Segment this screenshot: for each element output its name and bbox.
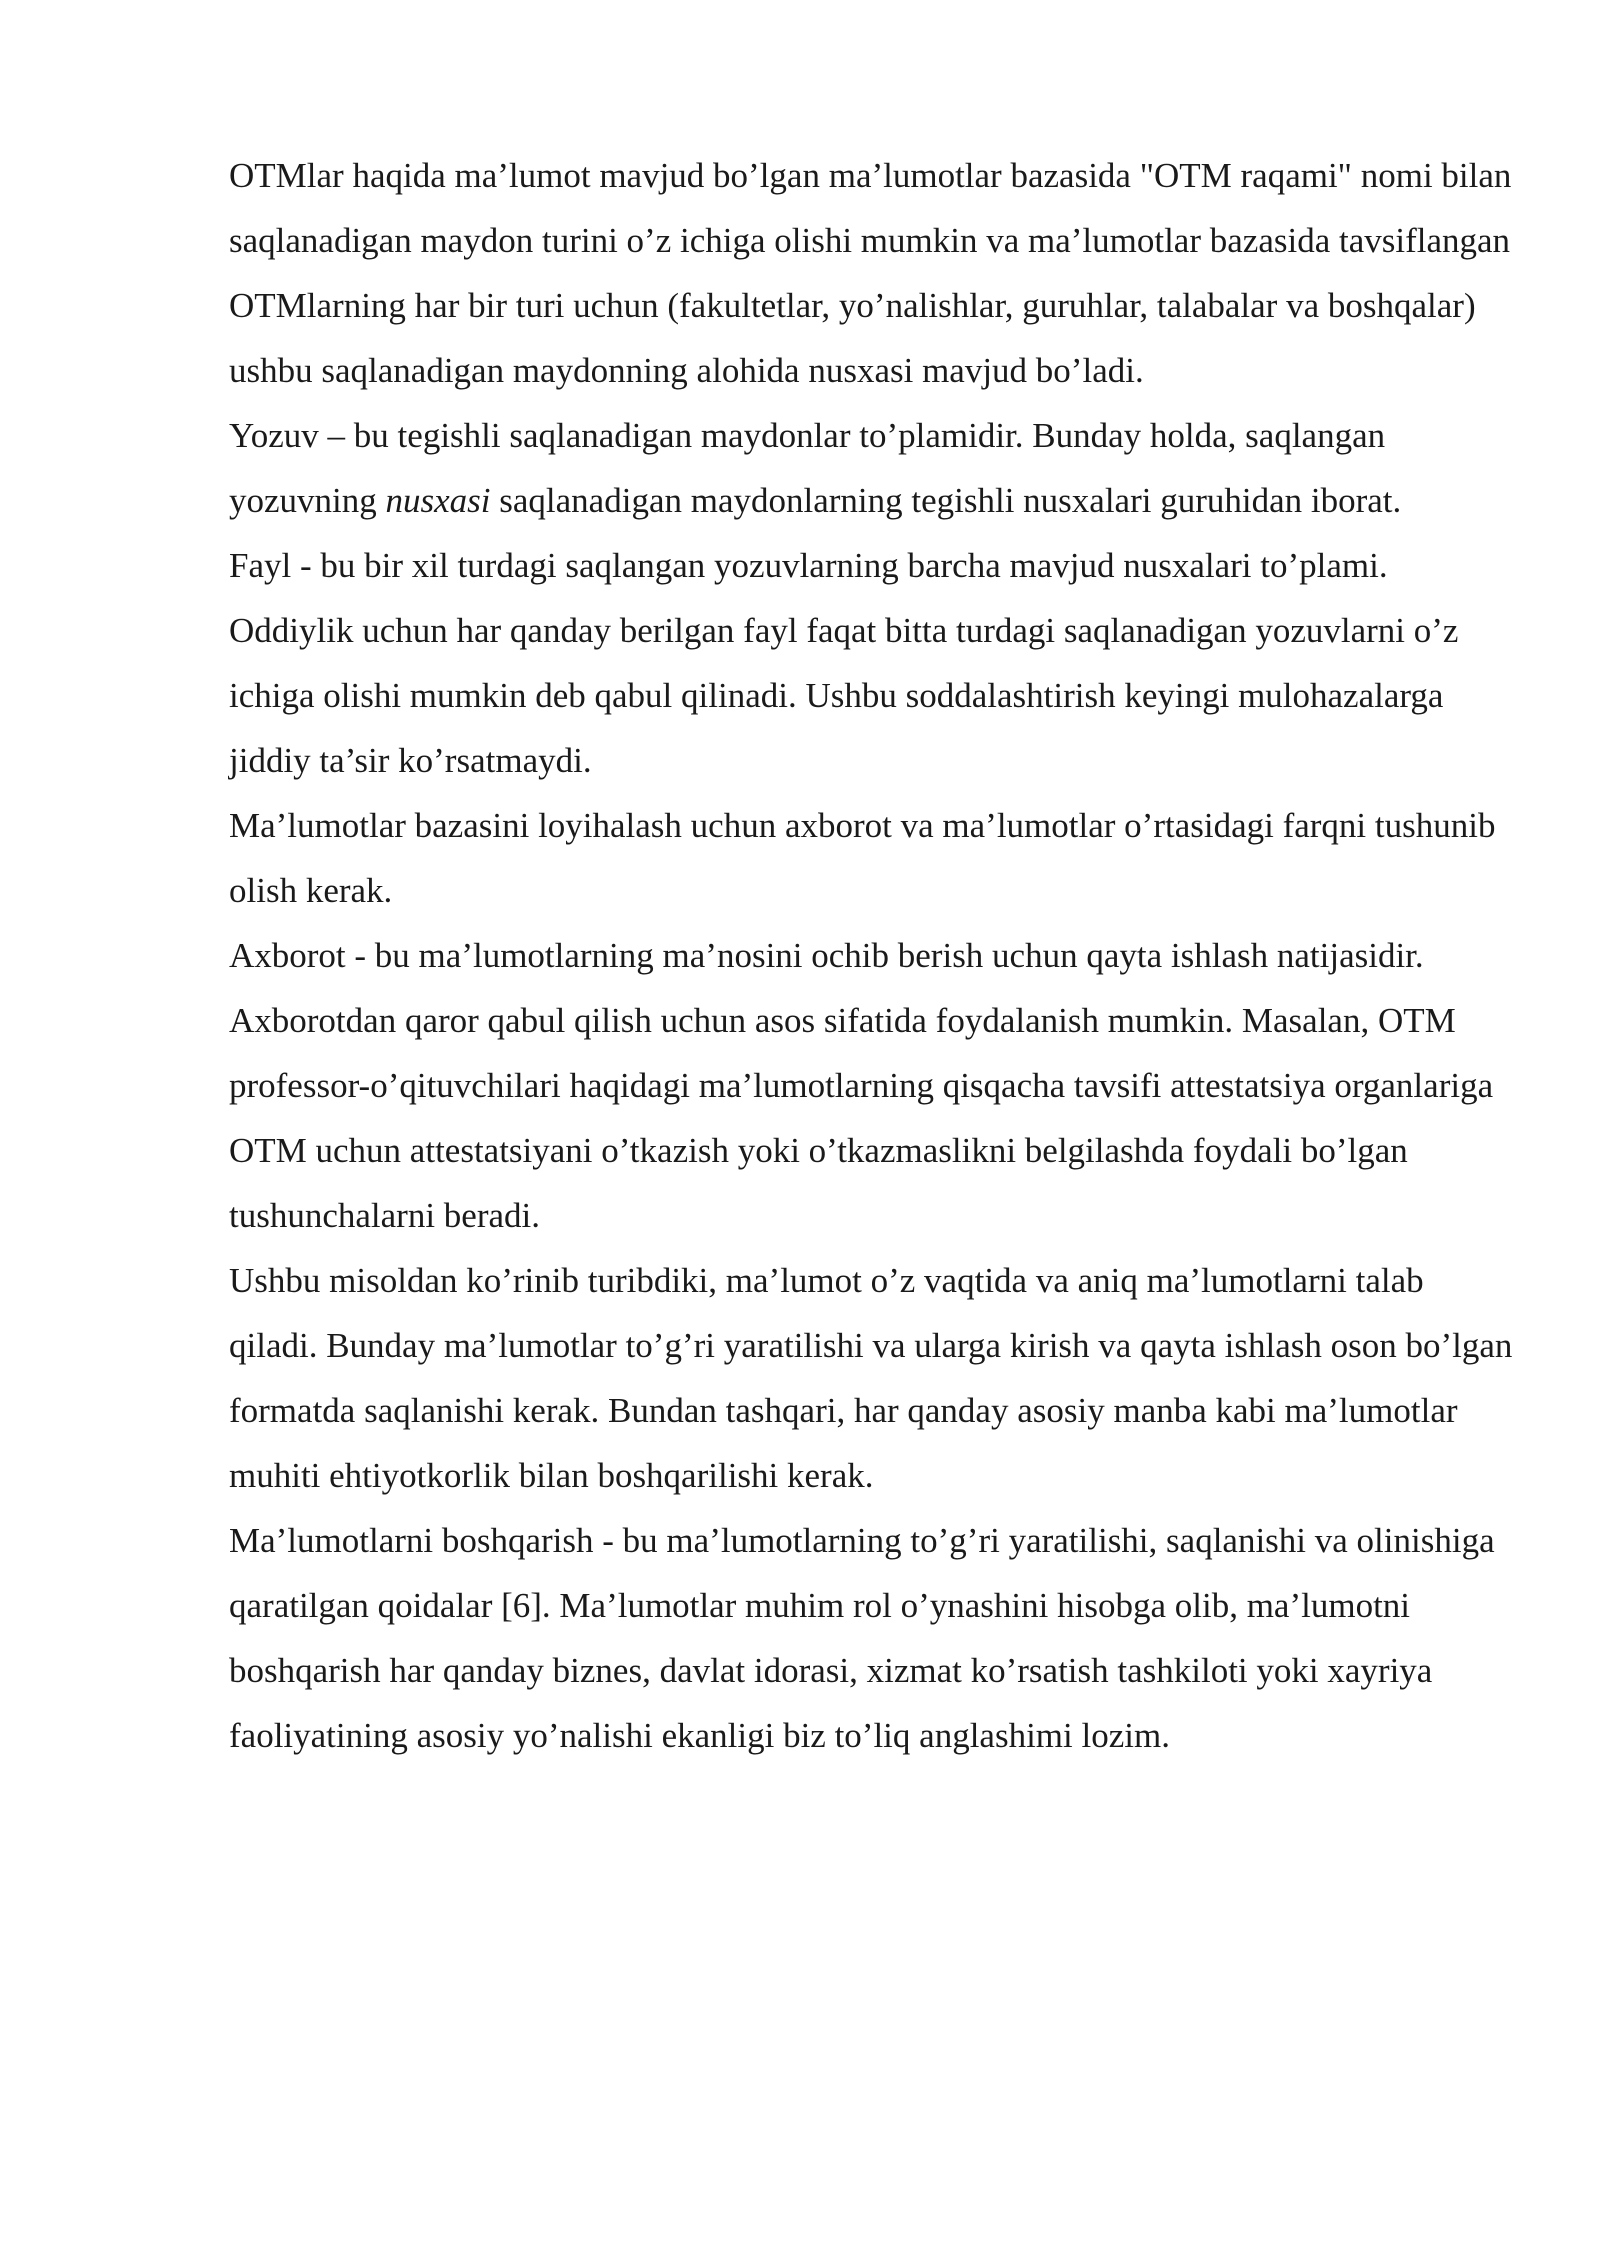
paragraph-otm-raqami: OTMlar haqida ma’lumot mavjud bo’lgan ma’lumotlar bazasida "OTM raqami" nomi bilan saqlanadigan maydon turini o’z ichiga olishi mumkin va ma’lumotlar bazasida tavsiflangan OTMlarning har bir turi uchun (fakultetlar, yo’nalishlar, guruhlar, talabalar va boshqalar) ushbu saqlanadigan maydonning alohida nusxasi mavjud bo’ladi. (229, 156, 1512, 390)
paragraph-misol: Ushbu misoldan ko’rinib turibdiki, ma’lumot o’z vaqtida va aniq ma’lumotlarni talab qiladi. Bunday ma’lumotlar to’g’ri yaratilishi va ularga kirish va qayta ishlash oson bo’lgan formatda saqlanishi kerak. Bundan tashqari, har qanday asosiy manba kabi ma’lumotlar muhiti ehtiyotkorlik bilan boshqarilishi kerak. (229, 1261, 1513, 1495)
paragraph-yozuv-end: saqlanadigan maydonlarning tegishli nusxalari guruhidan iborat. (490, 481, 1402, 520)
paragraph-boshqarish: Ma’lumotlarni boshqarish - bu ma’lumotlarning to’g’ri yaratilishi, saqlanishi va olinishiga qaratilgan qoidalar [6]. Ma’lumotlar muhim rol o’ynashini hisobga olib, ma’lumotni boshqarish har qanday biznes, davlat idorasi, xizmat ko’rsatish tashkiloti yoki xayriya faoliyatining asosiy yo’nalishi ekanligi biz to’liq anglashimi lozim. (229, 1521, 1495, 1755)
paragraph-yozuv-start: Yozuv – bu tegishli saqlanadigan maydonlar to’plamidir. Bunday holda, saqlangan yozuvning (229, 416, 1386, 520)
document-body (229, 143, 1519, 1768)
paragraph-yozuv (229, 403, 1519, 533)
paragraph-loyihalash: Ma’lumotlar bazasini loyihalash uchun axborot va ma’lumotlar o’rtasidagi farqni tushunib olish kerak. (229, 806, 1496, 910)
paragraph-axborot: Axborot - bu ma’lumotlarning ma’nosini ochib berish uchun qayta ishlash natijasidir. Axborotdan qaror qabul qilish uchun asos sifatida foydalanish mumkin. Masalan, OTM professor-o’qituvchilari haqidagi ma’lumotlarning qisqacha tavsifi attestatsiya organlariga OTM uchun attestatsiyani o’tkazish yoki o’tkazmaslikni belgilashda foydali bo’lgan tushunchalarni beradi. (229, 936, 1494, 1235)
paragraph-fayl: Fayl - bu bir xil turdagi saqlangan yozuvlarning barcha mavjud nusxalari to’plami. Oddiylik uchun har qanday berilgan fayl faqat bitta turdagi saqlanadigan yozuvlarni o’z ichiga olishi mumkin deb qabul qilinadi. Ushbu soddalashtirish keyingi mulohazalarga jiddiy ta’sir ko’rsatmaydi. (229, 546, 1459, 780)
italic-term-nusxasi: nusxasi (385, 481, 491, 520)
